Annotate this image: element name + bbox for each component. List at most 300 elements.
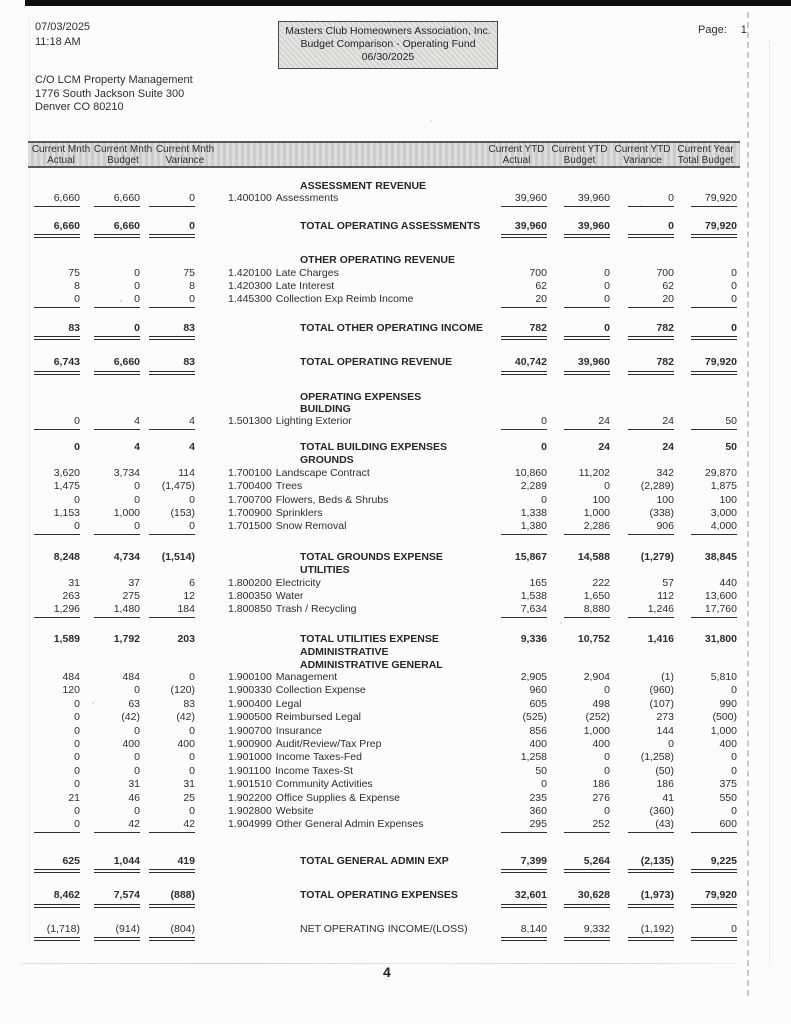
value: 46 xyxy=(128,791,140,804)
value: 252 xyxy=(564,818,610,832)
value: 6,660 xyxy=(34,192,80,206)
value: 7,399 xyxy=(501,855,547,873)
cell-value xyxy=(80,671,140,684)
value: 31,800 xyxy=(704,632,737,645)
cell-value xyxy=(80,441,140,454)
cell-value xyxy=(610,467,674,480)
table-row xyxy=(30,356,737,374)
cell-value xyxy=(140,280,195,293)
cell-value xyxy=(80,467,140,480)
cell-value xyxy=(547,684,610,697)
cell-value xyxy=(674,684,737,697)
value: 4 xyxy=(149,415,195,429)
value: 184 xyxy=(149,603,195,617)
cell-value xyxy=(30,577,80,590)
cell-value xyxy=(140,603,195,617)
value: 2,904 xyxy=(583,670,610,683)
account-number: 1.700400 xyxy=(228,480,272,493)
cell-value xyxy=(492,792,547,805)
cell-value xyxy=(610,267,674,280)
value: 484 xyxy=(62,670,80,683)
value: (525) xyxy=(522,711,547,724)
cell-value xyxy=(492,725,547,738)
account-number: 1.800200 xyxy=(228,576,272,589)
table-row xyxy=(30,889,737,907)
cell-value xyxy=(610,322,674,340)
section-heading: ASSESSMENT REVENUE xyxy=(300,180,427,192)
cell-value xyxy=(30,280,80,293)
value: 498 xyxy=(592,697,610,710)
value: 0 xyxy=(668,738,674,750)
value: 0 xyxy=(134,493,140,506)
value: (500) xyxy=(712,711,737,724)
table-row xyxy=(30,765,737,778)
column-header: Current Year Total Budget xyxy=(677,144,734,166)
section-heading: UTILITIES xyxy=(300,564,350,577)
cell-value xyxy=(140,711,195,724)
cell-value xyxy=(610,751,674,764)
row-label: TOTAL UTILITIES EXPENSE xyxy=(300,632,439,645)
value: 276 xyxy=(592,791,610,804)
account-name: Insurance xyxy=(275,724,322,737)
value: 32,601 xyxy=(501,889,547,907)
account-name: Sprinklers xyxy=(275,506,323,519)
value: 360 xyxy=(529,805,547,818)
cell-value xyxy=(547,671,610,684)
account-number: 1.800850 xyxy=(228,603,272,616)
value: 0 xyxy=(74,440,80,453)
account-number: 1.900500 xyxy=(228,711,272,724)
value: 0 xyxy=(189,493,195,506)
report-date: 07/03/2025 xyxy=(35,21,91,33)
value: 400 xyxy=(529,738,547,750)
page-label: Page: xyxy=(698,24,727,36)
cell-value xyxy=(547,267,610,280)
cell-value xyxy=(80,751,140,764)
account-description xyxy=(195,671,492,683)
value: 906 xyxy=(628,520,674,534)
report-as-of-date: 06/30/2025 xyxy=(361,51,415,63)
value: 83 xyxy=(149,322,195,340)
value: 4,000 xyxy=(691,520,737,534)
cell-value xyxy=(674,577,737,590)
table-row xyxy=(30,454,737,466)
cell-value xyxy=(547,751,610,764)
value: 0 xyxy=(604,764,610,777)
cell-value xyxy=(140,267,195,280)
account-number: 1.900700 xyxy=(228,724,272,737)
value: 114 xyxy=(178,466,195,479)
table-row xyxy=(30,391,737,403)
account-number: 1.902200 xyxy=(228,791,272,804)
table-row xyxy=(30,293,737,307)
cell-value xyxy=(80,551,140,564)
value: 1,416 xyxy=(647,632,674,645)
value: 0 xyxy=(34,520,80,534)
value: 0 xyxy=(134,724,140,737)
cell-value xyxy=(80,818,140,832)
value: 1,246 xyxy=(628,603,674,617)
value: (107) xyxy=(649,697,674,710)
value: 39,960 xyxy=(564,192,610,206)
value: (1,279) xyxy=(640,550,674,563)
column-header: Current YTD Variance xyxy=(614,144,671,166)
value: 75 xyxy=(183,266,195,279)
value: 0 xyxy=(74,751,80,764)
cell-value xyxy=(30,711,80,724)
value: 0 xyxy=(604,805,610,818)
cell-value xyxy=(492,778,547,791)
cell-value xyxy=(492,280,547,293)
account-name: Income Taxes-St xyxy=(275,764,354,777)
cell-value xyxy=(674,778,737,791)
value: 0 xyxy=(189,670,195,683)
value: 83 xyxy=(34,322,80,340)
section-heading: OTHER OPERATING REVENUE xyxy=(300,254,455,267)
value: 960 xyxy=(529,684,547,697)
table-row xyxy=(30,603,737,617)
cell-value xyxy=(30,441,80,454)
value: 0 xyxy=(691,322,737,340)
column-header: Current YTD Actual xyxy=(488,144,545,166)
value: 50 xyxy=(725,440,737,453)
value: 31 xyxy=(68,576,80,589)
cell-value xyxy=(674,293,737,307)
cell-value xyxy=(674,480,737,493)
value: 1,000 xyxy=(583,506,610,519)
value: 6,743 xyxy=(34,356,80,374)
value: 0 xyxy=(691,293,737,307)
value: 40,742 xyxy=(501,356,547,374)
value: 186 xyxy=(656,778,674,791)
value: 100 xyxy=(719,493,737,506)
value: 0 xyxy=(564,293,610,307)
column-header: Current Mnth Actual xyxy=(31,144,91,166)
cell-value xyxy=(80,603,140,617)
value: 1,296 xyxy=(34,603,80,617)
value: 0 xyxy=(74,724,80,737)
account-name: Landscape Contract xyxy=(275,466,370,479)
account-description xyxy=(195,577,492,589)
cell-value xyxy=(610,551,674,564)
cell-value xyxy=(30,192,80,206)
value: 3,734 xyxy=(113,466,140,479)
cell-value xyxy=(547,280,610,293)
value: 39,960 xyxy=(564,220,610,238)
column-header: Current Mnth Variance xyxy=(155,144,215,166)
value: 79,920 xyxy=(691,192,737,206)
value: 144 xyxy=(656,724,674,737)
value: 782 xyxy=(501,322,547,340)
row-label: TOTAL OPERATING ASSESSMENTS xyxy=(300,219,481,232)
value: 2,289 xyxy=(520,480,547,493)
value: 1,792 xyxy=(113,632,140,645)
value: 12 xyxy=(183,589,195,602)
cell-value xyxy=(80,293,140,307)
value: (2,135) xyxy=(628,855,674,873)
value: 0 xyxy=(134,480,140,493)
section-heading: ADMINISTRATIVE xyxy=(300,646,389,659)
table-row xyxy=(30,590,737,603)
value: 700 xyxy=(529,266,547,279)
account-name: Legal xyxy=(275,697,302,710)
value: 375 xyxy=(719,778,737,791)
cell-value xyxy=(30,751,80,764)
row-label: TOTAL OPERATING EXPENSES xyxy=(300,889,458,902)
cell-value xyxy=(674,551,737,564)
value: 31 xyxy=(128,778,140,791)
cell-value xyxy=(140,480,195,493)
value: (252) xyxy=(585,711,610,724)
cell-value xyxy=(30,805,80,818)
value: 62 xyxy=(535,280,547,293)
cell-value xyxy=(610,415,674,429)
value: 9,336 xyxy=(520,632,547,645)
account-name: Flowers, Beds & Shrubs xyxy=(275,493,389,506)
value: 0 xyxy=(691,923,737,941)
cell-value xyxy=(80,507,140,520)
value: 2,905 xyxy=(520,670,547,683)
account-description xyxy=(195,520,492,532)
cell-value xyxy=(610,590,674,603)
value: 400 xyxy=(719,738,737,750)
cell-value xyxy=(610,356,674,374)
cell-value xyxy=(80,889,140,907)
cell-value xyxy=(674,855,737,873)
account-description xyxy=(195,792,492,804)
cell-value xyxy=(140,923,195,941)
row-label: TOTAL BUILDING EXPENSES xyxy=(300,440,448,453)
cell-value xyxy=(80,280,140,293)
account-name: Collection Expense xyxy=(275,684,366,697)
value: 203 xyxy=(177,632,195,645)
account-description xyxy=(195,684,492,696)
cell-value xyxy=(492,192,547,206)
cell-value xyxy=(30,590,80,603)
table-row xyxy=(30,192,737,206)
value: 4,734 xyxy=(113,550,140,563)
cell-value xyxy=(30,293,80,307)
cell-value xyxy=(674,889,737,907)
cell-value xyxy=(140,415,195,429)
cell-value xyxy=(674,765,737,778)
cell-value xyxy=(492,467,547,480)
cell-value xyxy=(30,671,80,684)
cell-value xyxy=(610,507,674,520)
value: 100 xyxy=(592,493,610,506)
account-number: 1.700100 xyxy=(228,466,272,479)
account-name: Electricity xyxy=(275,576,321,589)
table-row xyxy=(30,805,737,818)
account-number: 1.700700 xyxy=(228,493,272,506)
value: (1,192) xyxy=(628,923,674,941)
cell-value xyxy=(492,889,547,907)
value: 0 xyxy=(731,684,737,697)
report-name: Budget Comparison - Operating Fund xyxy=(300,38,476,50)
cell-value xyxy=(140,293,195,307)
table-row xyxy=(30,684,737,697)
account-name: Trees xyxy=(275,480,303,493)
value: 400 xyxy=(177,738,195,750)
cell-value xyxy=(30,792,80,805)
section-heading: BUILDING xyxy=(300,403,351,416)
value: (360) xyxy=(649,805,674,818)
account-number: 1.901000 xyxy=(228,751,272,764)
cell-value xyxy=(140,220,195,238)
cell-value xyxy=(547,577,610,590)
value: 0 xyxy=(74,697,80,710)
table-row xyxy=(30,280,737,293)
cell-value xyxy=(30,855,80,873)
value: 0 xyxy=(74,493,80,506)
cell-value xyxy=(140,467,195,480)
table-row xyxy=(30,551,737,564)
cell-value xyxy=(30,725,80,738)
value: 4 xyxy=(134,440,140,453)
cell-value xyxy=(80,923,140,941)
table-row xyxy=(30,698,737,711)
value: 8,140 xyxy=(501,923,547,941)
value: 0 xyxy=(731,751,737,764)
value: 0 xyxy=(74,711,80,724)
table-row xyxy=(30,220,737,238)
cell-value xyxy=(140,192,195,206)
cell-value xyxy=(30,778,80,791)
value: 0 xyxy=(564,322,610,340)
cell-value xyxy=(547,220,610,238)
value: 42 xyxy=(149,818,195,832)
cell-value xyxy=(610,805,674,818)
value: 1,000 xyxy=(113,506,140,519)
section-heading: GROUNDS xyxy=(300,454,354,467)
cell-value xyxy=(547,494,610,507)
cell-value xyxy=(610,725,674,738)
value: 8,248 xyxy=(53,550,80,563)
value: 0 xyxy=(134,280,140,293)
cell-value xyxy=(610,494,674,507)
value: 120 xyxy=(62,684,80,697)
cell-value xyxy=(674,751,737,764)
value: (43) xyxy=(628,818,674,832)
cell-value xyxy=(674,280,737,293)
cell-value xyxy=(30,494,80,507)
footer-page-number: 4 xyxy=(383,964,391,980)
value: 0 xyxy=(94,293,140,307)
table-row xyxy=(30,923,737,941)
value: 0 xyxy=(149,192,195,206)
account-name: Reimbursed Legal xyxy=(275,711,362,724)
cell-value xyxy=(140,855,195,873)
table-row xyxy=(30,659,737,671)
value: 295 xyxy=(501,818,547,832)
cell-value xyxy=(547,467,610,480)
value: 275 xyxy=(122,589,140,602)
value: (1,514) xyxy=(161,550,195,563)
value: (50) xyxy=(655,764,674,777)
scan-artifact-paper-edge-right xyxy=(747,12,749,996)
cell-value xyxy=(80,577,140,590)
value: 62 xyxy=(662,280,674,293)
cell-value xyxy=(674,507,737,520)
value: 625 xyxy=(34,855,80,873)
value: 782 xyxy=(628,322,674,340)
cell-value xyxy=(674,792,737,805)
account-description xyxy=(195,480,492,492)
cell-value xyxy=(30,467,80,480)
cell-value xyxy=(492,507,547,520)
cell-value xyxy=(80,520,140,534)
cell-value xyxy=(80,415,140,429)
cell-value xyxy=(492,551,547,564)
value: 30,628 xyxy=(564,889,610,907)
table-row xyxy=(30,711,737,724)
value: 1,338 xyxy=(520,506,547,519)
value: 0 xyxy=(731,280,737,293)
cell-value xyxy=(610,889,674,907)
value: 400 xyxy=(592,738,610,750)
value: 0 xyxy=(134,764,140,777)
cell-value xyxy=(30,520,80,534)
value: 1,875 xyxy=(710,480,737,493)
value: 1,589 xyxy=(53,632,80,645)
cell-value xyxy=(80,711,140,724)
value: 0 xyxy=(628,192,674,206)
cell-value xyxy=(30,220,80,238)
cell-value xyxy=(610,738,674,751)
value: 20 xyxy=(628,293,674,307)
row-label: NET OPERATING INCOME/(LOSS) xyxy=(300,922,468,935)
table-row xyxy=(30,818,737,832)
cell-value xyxy=(140,698,195,711)
table-row xyxy=(30,467,737,480)
account-name: Website xyxy=(275,805,314,818)
account-number: 1.900400 xyxy=(228,697,272,710)
value: 13,600 xyxy=(704,589,737,602)
cell-value xyxy=(80,855,140,873)
cell-value xyxy=(80,192,140,206)
cell-value xyxy=(547,765,610,778)
account-description xyxy=(195,725,492,737)
account-description xyxy=(195,192,492,204)
table-row xyxy=(30,564,737,576)
value: 0 xyxy=(34,415,80,429)
cell-value xyxy=(492,751,547,764)
account-name: Audit/Review/Tax Prep xyxy=(275,738,382,750)
value: (804) xyxy=(149,923,195,941)
account-number: 1.420100 xyxy=(228,266,272,279)
value: 15,867 xyxy=(514,550,547,563)
cell-value xyxy=(492,441,547,454)
cell-value xyxy=(492,220,547,238)
value: 31 xyxy=(183,778,195,791)
cell-value xyxy=(674,711,737,724)
value: (1) xyxy=(661,670,674,683)
cell-value xyxy=(674,725,737,738)
cell-value xyxy=(140,551,195,564)
value: 0 xyxy=(34,818,80,832)
cell-value xyxy=(80,633,140,646)
value: 83 xyxy=(183,697,195,710)
cell-value xyxy=(140,671,195,684)
cell-value xyxy=(492,603,547,617)
cell-value xyxy=(547,738,610,751)
value: 0 xyxy=(604,280,610,293)
cell-value xyxy=(547,293,610,307)
value: 6 xyxy=(189,576,195,589)
table-row xyxy=(30,480,737,493)
table-row xyxy=(30,855,737,873)
account-description xyxy=(195,603,492,615)
